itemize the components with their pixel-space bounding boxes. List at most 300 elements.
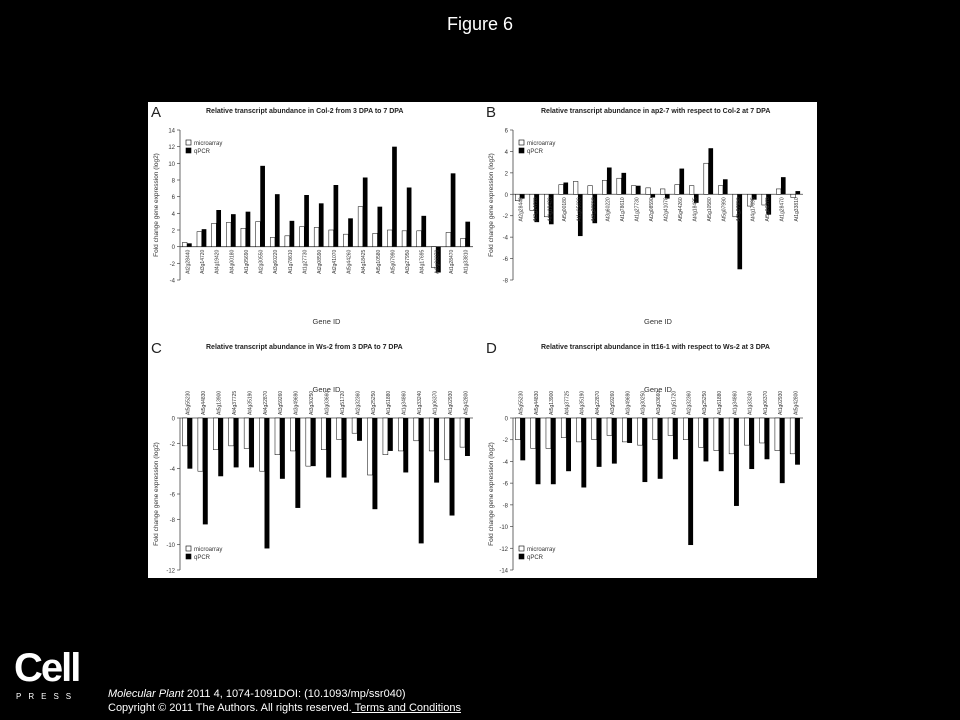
y-tick-label: -4 [502, 235, 508, 242]
bar-qpcr [465, 222, 470, 247]
legend-label: microarray [194, 547, 223, 553]
bar-qpcr [342, 418, 347, 478]
bar-microarray [602, 180, 607, 194]
x-tick-label: At3g60220 [605, 197, 612, 222]
bar-qpcr [597, 418, 602, 467]
bar-microarray [760, 418, 765, 443]
bar-microarray [387, 230, 392, 247]
legend-label: qPCR [194, 149, 211, 155]
x-tick-label: At4g35190 [247, 390, 254, 415]
y-tick-label: -8 [502, 278, 508, 285]
x-tick-label: At1g02930 [447, 390, 454, 415]
x-tick-label: At5g42800 [463, 390, 470, 415]
x-tick-label: At4g17695 [750, 197, 757, 222]
bar-microarray [704, 163, 709, 194]
x-tick-label: At3g14720 [532, 197, 539, 222]
bar-microarray [402, 231, 407, 247]
bar-microarray [729, 418, 734, 454]
x-tick-label: At5g13900 [549, 390, 556, 415]
bar-qpcr [765, 418, 770, 459]
y-tick-label: 6 [171, 195, 175, 202]
bar-qpcr [231, 214, 236, 247]
y-tick-label: -10 [499, 525, 508, 532]
x-tick-label: At3g60220 [273, 249, 280, 274]
bar-qpcr [295, 418, 300, 508]
y-tick-label: 0 [171, 245, 175, 252]
bar-microarray [592, 418, 597, 440]
bar-qpcr [612, 418, 617, 464]
legend-swatch [186, 148, 191, 153]
y-tick-label: -10 [166, 543, 175, 550]
y-tick-label: 0 [504, 416, 508, 423]
bar-qpcr [719, 418, 724, 471]
bar-microarray [683, 418, 688, 440]
bar-qpcr [781, 177, 786, 194]
legend-label: microarray [527, 141, 556, 147]
legend-swatch [186, 546, 191, 551]
bar-microarray [668, 418, 673, 435]
bar-microarray [790, 418, 795, 454]
bar-microarray [306, 418, 311, 466]
legend-label: qPCR [527, 555, 544, 561]
bar-qpcr [688, 418, 693, 545]
y-tick-label: -4 [169, 467, 175, 474]
x-tick-label: At5g06370 [764, 197, 771, 222]
bar-qpcr [679, 169, 684, 195]
bar-microarray [241, 228, 246, 246]
bar-qpcr [348, 218, 353, 246]
bar-microarray [229, 418, 234, 446]
bar-microarray [531, 418, 536, 448]
x-tick-label: At5g07990 [390, 249, 397, 274]
bar-microarray [300, 227, 305, 247]
bar-qpcr [795, 418, 800, 465]
x-tick-label: At3g25250 [701, 390, 708, 415]
x-tick-label: At3g59260 [278, 390, 285, 415]
bar-microarray [622, 418, 627, 442]
x-axis-label: Gene ID [644, 317, 672, 326]
x-tick-label: At1g02930 [778, 390, 785, 415]
bar-qpcr [275, 194, 280, 247]
y-tick-label: -2 [169, 441, 175, 448]
bar-microarray [576, 418, 581, 442]
bar-microarray [776, 189, 781, 194]
bar-qpcr [566, 418, 571, 471]
x-tick-label: At1g78610 [287, 249, 294, 274]
x-axis-label: Gene ID [312, 317, 341, 326]
logo-subtitle: PRESS [16, 692, 79, 701]
copyright-line [108, 701, 461, 715]
x-tick-label: At1g28470 [779, 197, 786, 222]
bar-qpcr [249, 418, 254, 467]
bar-microarray [546, 418, 551, 448]
bar-microarray [321, 418, 326, 450]
bar-microarray [358, 207, 363, 247]
bar-microarray [631, 186, 636, 195]
legend-label: qPCR [527, 149, 544, 155]
x-tick-label: At1g33810 [793, 197, 800, 222]
x-tick-label: At1g05690 [243, 249, 250, 274]
bar-qpcr [795, 191, 800, 194]
panel-letter: B [486, 104, 497, 121]
x-tick-label: At4g22870 [594, 390, 601, 415]
bar-microarray [559, 185, 564, 195]
bar-qpcr [780, 418, 785, 483]
chart-title: Relative transcript abundance in tt16-1 with respect to Ws-2 at 3 DPA [541, 344, 770, 351]
bar-qpcr [673, 418, 678, 459]
chart-svg [483, 102, 817, 338]
x-tick-label: At3g25250 [370, 390, 377, 415]
panel-a [148, 102, 483, 338]
x-tick-label: At4g19420 [547, 197, 554, 222]
bar-microarray [285, 236, 290, 247]
bar-microarray [337, 418, 342, 440]
bar-microarray [352, 418, 357, 433]
bar-microarray [588, 186, 593, 195]
bar-microarray [398, 418, 403, 451]
y-tick-label: 4 [504, 149, 508, 156]
bar-microarray [445, 418, 450, 460]
x-tick-label: At5g13900 [216, 390, 223, 415]
bar-qpcr [419, 418, 424, 543]
x-tick-label: At1g51720 [339, 390, 346, 415]
x-tick-label: At1g51720 [671, 390, 678, 415]
bar-qpcr [451, 173, 456, 246]
bar-microarray [573, 181, 578, 194]
chart-svg [148, 102, 483, 338]
chart-svg [148, 338, 483, 578]
bar-qpcr [636, 186, 641, 195]
bar-microarray [197, 232, 202, 247]
y-axis-label: Fold change gene expression (log2) [153, 442, 160, 546]
panel-letter: C [151, 340, 162, 357]
bar-microarray [270, 238, 275, 247]
x-tick-label: At4g18425 [692, 197, 699, 222]
x-tick-label: At5g07990 [721, 197, 728, 222]
copyright-text: Copyright © 2011 The Authors. All rights reserved. [108, 702, 352, 714]
bar-qpcr [311, 418, 316, 466]
x-tick-label: At3g49690 [625, 390, 632, 415]
y-tick-label: -2 [169, 261, 175, 268]
bar-qpcr [234, 418, 239, 467]
bar-qpcr [551, 418, 556, 484]
x-tick-label: At5g10580 [706, 197, 713, 222]
x-tick-label: At1g33240 [417, 390, 424, 415]
x-tick-label: At1g34860 [401, 390, 408, 415]
x-tick-label: At5g55230 [185, 390, 192, 415]
x-axis-label: Gene ID [644, 385, 672, 394]
legend-swatch [519, 148, 524, 153]
bar-qpcr [734, 418, 739, 506]
chart-title: Relative transcript abundance in Col-2 from 3 DPA to 7 DPA [206, 108, 404, 115]
bar-qpcr [650, 194, 655, 197]
y-axis-label: Fold change gene expression (log2) [488, 442, 495, 546]
x-tick-label: At3g30250 [309, 390, 316, 415]
bar-microarray [329, 230, 334, 247]
bar-microarray [212, 223, 217, 246]
bar-microarray [460, 418, 465, 447]
x-tick-label: At4g22870 [262, 390, 269, 415]
bar-qpcr [749, 418, 754, 469]
x-tick-label: At1g33240 [747, 390, 754, 415]
citation-text: 2011 4, 1074-1091DOI: (10.1093/mp/ssr040) [183, 688, 406, 700]
bar-microarray [213, 418, 218, 450]
bar-qpcr [203, 418, 208, 524]
bar-microarray [646, 188, 651, 194]
chart-svg [483, 338, 817, 578]
bar-qpcr [280, 418, 285, 479]
legend-label: microarray [194, 141, 223, 147]
bar-qpcr [465, 418, 470, 456]
x-tick-label: At1g33810 [463, 249, 470, 274]
legend-swatch [186, 140, 191, 145]
y-tick-label: -4 [169, 278, 175, 285]
panel-letter: D [486, 340, 497, 357]
x-tick-label: At1g27730 [634, 197, 641, 222]
legend-swatch [519, 554, 524, 559]
bar-qpcr [421, 216, 426, 247]
y-tick-label: -8 [502, 503, 508, 510]
bar-qpcr [563, 183, 568, 195]
bar-microarray [373, 233, 378, 246]
bar-microarray [791, 194, 796, 197]
x-tick-label: At1g28470 [449, 249, 456, 274]
bar-microarray [561, 418, 566, 438]
figure-panel-grid [148, 102, 817, 578]
bar-qpcr [216, 210, 221, 247]
x-tick-label: At2g08590 [648, 197, 655, 222]
bar-microarray [689, 186, 694, 195]
x-tick-label: At4g17695 [419, 249, 426, 274]
bar-microarray [275, 418, 280, 455]
bar-qpcr [265, 418, 270, 548]
bar-qpcr [581, 418, 586, 487]
x-tick-label: At1g05690 [576, 197, 583, 222]
bar-microarray [660, 189, 665, 194]
x-tick-label: At3g30250 [640, 390, 647, 415]
bar-qpcr [388, 418, 393, 451]
x-tick-label: At1g27730 [302, 249, 309, 274]
bar-microarray [744, 418, 749, 445]
bar-qpcr [202, 229, 207, 247]
x-tick-label: At3g03660 [324, 390, 331, 415]
bar-qpcr [407, 188, 412, 247]
x-tick-label: At3g03660 [656, 390, 662, 415]
x-tick-label: At3g14720 [199, 249, 206, 274]
bar-microarray [607, 418, 612, 435]
bar-microarray [461, 238, 466, 246]
panel-c [148, 338, 483, 578]
bar-qpcr [392, 147, 397, 247]
x-tick-label: At4g35190 [579, 390, 586, 415]
y-tick-label: -12 [499, 546, 508, 553]
chart-title: Relative transcript abundance in ap2-7 with respect to Col-2 at 7 DPA [541, 108, 771, 115]
bar-qpcr [450, 418, 455, 516]
x-tick-label: At3g27950 [405, 249, 412, 274]
bar-qpcr [290, 221, 295, 247]
panel-b [483, 102, 817, 338]
y-axis-label: Fold change gene expression (log2) [488, 153, 495, 257]
x-tick-label: At3g59260 [610, 390, 617, 415]
cell-press-logo [14, 646, 84, 706]
bar-microarray [244, 418, 249, 448]
legend-label: qPCR [194, 555, 211, 561]
journal-name: Molecular Plant [108, 688, 184, 700]
x-tick-label: At5g44830 [533, 390, 540, 415]
x-tick-label: At2g32360 [686, 390, 693, 415]
slide-title: Figure 6 [446, 14, 514, 34]
bar-microarray [314, 228, 319, 247]
bar-qpcr [536, 418, 541, 484]
bar-qpcr [723, 179, 728, 194]
y-tick-label: 6 [504, 128, 508, 135]
bar-qpcr [246, 212, 251, 247]
chart-title: Relative transcript abundance in Ws-2 from 3 DPA to 7 DPA [206, 344, 403, 351]
y-tick-label: -6 [169, 492, 175, 499]
x-tick-label: At4g19420 [214, 249, 221, 274]
bar-microarray [775, 418, 780, 451]
bar-qpcr [627, 418, 632, 443]
y-tick-label: 0 [171, 416, 175, 423]
bar-microarray [260, 418, 265, 471]
bar-microarray [429, 418, 434, 451]
x-tick-label: At5g44260 [677, 197, 684, 222]
bar-microarray [182, 243, 187, 247]
bar-microarray [343, 234, 348, 247]
y-axis-label: Fold change gene expression (log2) [153, 153, 160, 257]
bar-microarray [515, 418, 520, 440]
bar-microarray [714, 418, 719, 451]
bar-microarray [182, 418, 187, 446]
bar-qpcr [372, 418, 377, 509]
x-tick-label: At3g49690 [293, 390, 300, 415]
legend-swatch [186, 554, 191, 559]
bar-qpcr [304, 195, 309, 247]
bar-qpcr [218, 418, 223, 476]
x-tick-label: At5g00180 [561, 197, 568, 222]
x-axis-label: Gene ID [312, 385, 341, 394]
bar-qpcr [363, 178, 368, 247]
x-tick-label: At4g37725 [231, 390, 238, 415]
bar-microarray [290, 418, 295, 451]
x-tick-label: At2g28440 [518, 197, 525, 222]
bar-qpcr [708, 148, 713, 194]
bar-qpcr [703, 418, 708, 461]
bar-qpcr [607, 168, 612, 195]
y-tick-label: -6 [502, 257, 508, 264]
bar-qpcr [658, 418, 663, 479]
x-tick-label: At4g18425 [361, 249, 368, 274]
bar-qpcr [377, 207, 382, 247]
x-tick-label: At1g06370 [762, 390, 769, 415]
x-tick-label: At4g37725 [564, 390, 571, 415]
y-tick-label: -2 [502, 214, 508, 221]
bar-qpcr [319, 203, 324, 246]
y-tick-label: 10 [168, 161, 175, 168]
x-tick-label: At2g28440 [185, 249, 192, 274]
bar-microarray [638, 418, 643, 445]
x-tick-label: At2g08590 [317, 249, 324, 274]
bar-microarray [226, 223, 231, 247]
bar-microarray [446, 233, 451, 247]
x-tick-label: At2g30550 [258, 249, 265, 274]
y-tick-label: -8 [169, 517, 175, 524]
x-tick-label: At2g30550 [590, 197, 597, 222]
citation-line [108, 687, 461, 701]
legend-swatch [519, 140, 524, 145]
bar-qpcr [642, 418, 647, 482]
x-tick-label: At5g42800 [793, 390, 800, 415]
x-tick-label: At1g78610 [619, 197, 626, 222]
x-tick-label: At2g41070 [663, 197, 670, 222]
y-tick-label: 14 [168, 128, 175, 135]
y-tick-label: -4 [502, 459, 508, 466]
y-tick-label: 8 [171, 178, 175, 185]
bar-microarray [718, 186, 723, 195]
x-tick-label: At3g27950 [735, 197, 742, 222]
x-tick-label: At5g10580 [375, 249, 382, 274]
bar-qpcr [334, 185, 339, 247]
bar-microarray [368, 418, 373, 475]
x-tick-label: At1g34860 [732, 390, 739, 415]
y-tick-label: -12 [166, 568, 175, 575]
bar-qpcr [621, 173, 626, 194]
bar-microarray [675, 185, 680, 195]
bar-qpcr [187, 418, 192, 469]
bar-qpcr [357, 418, 362, 441]
bar-microarray [653, 418, 658, 440]
bar-qpcr [403, 418, 408, 472]
bar-microarray [256, 222, 261, 247]
legend-swatch [519, 546, 524, 551]
legend-label: microarray [527, 547, 556, 553]
x-tick-label: At5g55230 [518, 390, 525, 415]
x-tick-label: At5g44830 [201, 390, 208, 415]
y-tick-label: -14 [499, 568, 508, 575]
panel-letter: A [151, 104, 162, 121]
x-tick-label: At1g61880 [386, 390, 393, 415]
x-tick-label: At1g06370 [432, 390, 439, 415]
bar-microarray [383, 418, 388, 455]
logo-wordmark: Cell [14, 646, 80, 690]
y-tick-label: 4 [171, 211, 175, 218]
x-tick-label: At4g00180 [229, 249, 236, 274]
y-tick-label: 12 [168, 145, 175, 152]
bar-qpcr [326, 418, 331, 478]
y-tick-label: 2 [504, 171, 508, 178]
bar-microarray [617, 178, 622, 194]
bar-qpcr [434, 418, 439, 483]
bar-microarray [198, 418, 203, 471]
bar-qpcr [187, 243, 192, 246]
x-tick-label: At5g44260 [346, 249, 353, 274]
y-tick-label: -2 [502, 438, 508, 445]
y-tick-label: 2 [171, 228, 175, 235]
x-tick-label: At2g32360 [355, 390, 362, 415]
bar-microarray [699, 418, 704, 447]
bar-qpcr [260, 166, 265, 247]
y-tick-label: 0 [504, 192, 508, 199]
y-tick-label: -6 [502, 481, 508, 488]
bar-microarray [414, 418, 419, 441]
x-tick-label: At5g06370 [434, 249, 441, 274]
x-tick-label: At2g41070 [331, 249, 338, 274]
bar-qpcr [520, 418, 525, 460]
citation-block [108, 687, 461, 715]
terms-link[interactable]: Terms and Conditions [351, 702, 461, 714]
x-tick-label: At1g61880 [717, 390, 724, 415]
panel-d [483, 338, 817, 578]
